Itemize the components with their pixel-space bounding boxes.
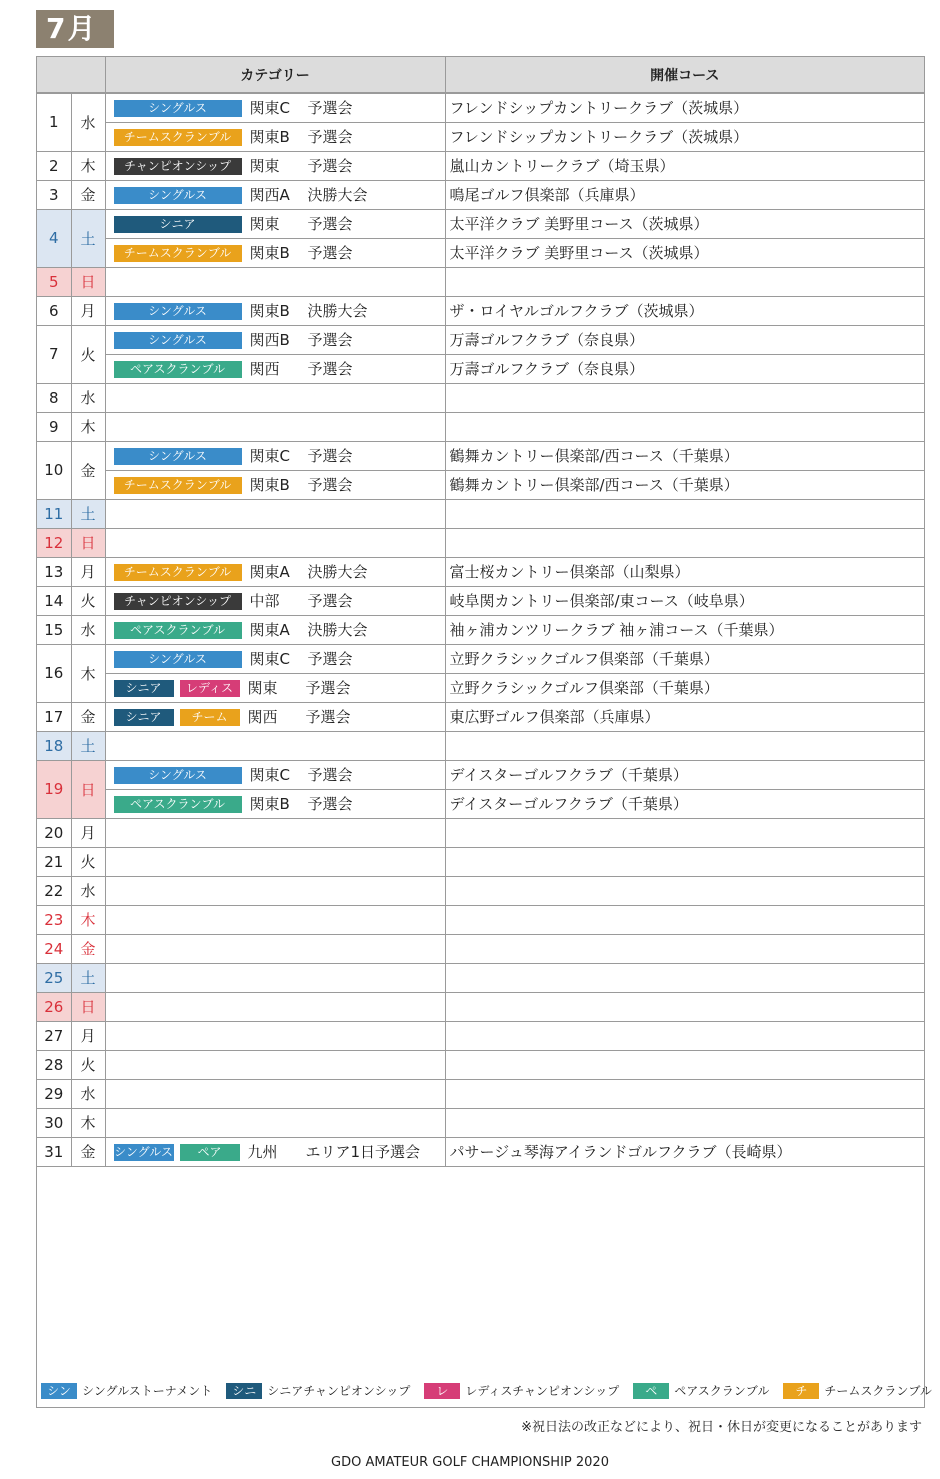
- course-cell: 万壽ゴルフクラブ（奈良県）: [445, 354, 924, 383]
- day-number: 2: [37, 151, 71, 180]
- day-number: 30: [37, 1108, 71, 1137]
- day-number: 20: [37, 818, 71, 847]
- day-of-week: 月: [71, 557, 105, 586]
- day-of-week: 月: [71, 818, 105, 847]
- table-row: [37, 1079, 924, 1108]
- category-tag: チームスクランブル: [114, 245, 242, 262]
- day-number: 6: [37, 296, 71, 325]
- day-number: 7: [37, 325, 71, 383]
- category-tag: ペアスクランブル: [114, 796, 242, 813]
- day-of-week: 金: [71, 1137, 105, 1166]
- day-number: 28: [37, 1050, 71, 1079]
- table-row: [37, 963, 924, 992]
- region-label: 中部: [249, 592, 280, 610]
- course-cell: [445, 1021, 924, 1050]
- table-row: [37, 789, 924, 818]
- day-of-week: 日: [71, 528, 105, 557]
- course-cell: [445, 905, 924, 934]
- table-row: [37, 325, 924, 354]
- legend-item: [41, 1382, 212, 1400]
- day-of-week: 金: [71, 180, 105, 209]
- category-tag: チーム: [180, 709, 240, 726]
- day-of-week: 木: [71, 151, 105, 180]
- day-of-week: 土: [71, 963, 105, 992]
- region-label: 関東C: [249, 650, 290, 668]
- schedule-table: [37, 57, 924, 1167]
- header-date: [37, 57, 105, 93]
- header-course: 開催コース: [445, 57, 924, 93]
- category-tag: シングルス: [114, 187, 242, 204]
- day-of-week: 水: [71, 876, 105, 905]
- day-number: 19: [37, 760, 71, 818]
- legend-swatch: シン: [41, 1383, 77, 1399]
- category-tag: ペア: [180, 1144, 240, 1161]
- category-cell: [105, 470, 445, 499]
- round-label: 決勝大会: [307, 186, 368, 204]
- day-of-week: 火: [71, 325, 105, 383]
- category-cell: [105, 1050, 445, 1079]
- category-cell: [105, 1079, 445, 1108]
- course-cell: デイスターゴルフクラブ（千葉県）: [445, 760, 924, 789]
- category-cell: [105, 441, 445, 470]
- category-cell: [105, 122, 445, 151]
- round-label: 予選会: [307, 360, 353, 378]
- day-number: 16: [37, 644, 71, 702]
- table-row: [37, 151, 924, 180]
- category-cell: [105, 760, 445, 789]
- day-of-week: 土: [71, 209, 105, 267]
- round-label: 予選会: [307, 215, 353, 233]
- region-label: 関東: [249, 215, 280, 233]
- category-cell: [105, 615, 445, 644]
- round-label: 予選会: [307, 128, 353, 146]
- day-number: 14: [37, 586, 71, 615]
- day-of-week: 火: [71, 847, 105, 876]
- table-row: [37, 557, 924, 586]
- course-cell: [445, 934, 924, 963]
- day-of-week: 金: [71, 441, 105, 499]
- day-of-week: 日: [71, 992, 105, 1021]
- round-label: エリア1日予選会: [305, 1143, 421, 1161]
- table-row: [37, 702, 924, 731]
- table-row: [37, 818, 924, 847]
- round-label: 決勝大会: [307, 563, 368, 581]
- category-cell: [105, 325, 445, 354]
- round-label: 決勝大会: [307, 621, 368, 639]
- legend-item: [226, 1382, 410, 1400]
- course-cell: [445, 1050, 924, 1079]
- day-of-week: 木: [71, 412, 105, 441]
- course-cell: 袖ヶ浦カンツリークラブ 袖ヶ浦コース（千葉県）: [445, 615, 924, 644]
- day-number: 11: [37, 499, 71, 528]
- category-tag: シニア: [114, 709, 174, 726]
- legend-item: [424, 1382, 619, 1400]
- day-number: 8: [37, 383, 71, 412]
- category-tag: シニア: [114, 680, 174, 697]
- holiday-note: ※祝日法の改正などにより、祝日・休日が変更になることがあります: [521, 1420, 922, 1435]
- table-row: [37, 586, 924, 615]
- category-cell: [105, 963, 445, 992]
- course-cell: [445, 1108, 924, 1137]
- table-row: [37, 180, 924, 209]
- schedule-frame: [36, 56, 932, 1408]
- day-of-week: 火: [71, 586, 105, 615]
- legend-label: シングルストーナメント: [82, 1383, 213, 1398]
- category-tag: チャンピオンシップ: [114, 158, 242, 175]
- day-of-week: 水: [71, 93, 105, 151]
- table-row: [37, 238, 924, 267]
- legend-swatch: チ: [783, 1383, 819, 1399]
- category-cell: [105, 876, 445, 905]
- day-of-week: 木: [71, 905, 105, 934]
- course-cell: [445, 267, 924, 296]
- day-number: 24: [37, 934, 71, 963]
- footer-title: GDO AMATEUR GOLF CHAMPIONSHIP 2020: [331, 1455, 609, 1470]
- course-cell: [445, 1079, 924, 1108]
- region-label: 関東B: [249, 244, 290, 262]
- category-tag: ペアスクランブル: [114, 622, 242, 639]
- course-cell: 立野クラシックゴルフ倶楽部（千葉県）: [445, 673, 924, 702]
- round-label: 予選会: [307, 331, 353, 349]
- header-category: カテゴリー: [105, 57, 445, 93]
- category-tag: レディス: [180, 680, 240, 697]
- round-label: 予選会: [307, 592, 353, 610]
- table-row: [37, 992, 924, 1021]
- category-tag: チームスクランブル: [114, 477, 242, 494]
- course-cell: [445, 992, 924, 1021]
- day-of-week: 日: [71, 760, 105, 818]
- category-cell: [105, 992, 445, 1021]
- round-label: 予選会: [307, 795, 353, 813]
- region-label: 関東B: [249, 302, 290, 320]
- day-number: 22: [37, 876, 71, 905]
- category-cell: [105, 673, 445, 702]
- day-of-week: 火: [71, 1050, 105, 1079]
- table-row: [37, 528, 924, 557]
- table-row: [37, 441, 924, 470]
- category-cell: [105, 1108, 445, 1137]
- course-cell: 富士桜カントリー倶楽部（山梨県）: [445, 557, 924, 586]
- table-row: [37, 1050, 924, 1079]
- course-cell: 鳴尾ゴルフ倶楽部（兵庫県）: [445, 180, 924, 209]
- category-cell: [105, 1137, 445, 1166]
- day-number: 26: [37, 992, 71, 1021]
- day-number: 4: [37, 209, 71, 267]
- day-of-week: 水: [71, 383, 105, 412]
- course-cell: [445, 731, 924, 760]
- category-cell: [105, 180, 445, 209]
- table-row: [37, 470, 924, 499]
- day-number: 9: [37, 412, 71, 441]
- category-cell: [105, 528, 445, 557]
- region-label: 関西: [249, 360, 280, 378]
- region-label: 関西B: [249, 331, 290, 349]
- category-cell: [105, 702, 445, 731]
- day-of-week: 日: [71, 267, 105, 296]
- day-number: 12: [37, 528, 71, 557]
- course-cell: 万壽ゴルフクラブ（奈良県）: [445, 325, 924, 354]
- day-of-week: 水: [71, 1079, 105, 1108]
- course-cell: フレンドシップカントリークラブ（茨城県）: [445, 93, 924, 122]
- table-row: [37, 615, 924, 644]
- region-label: 関東A: [249, 563, 290, 581]
- course-cell: [445, 818, 924, 847]
- day-number: 23: [37, 905, 71, 934]
- day-number: 27: [37, 1021, 71, 1050]
- course-cell: 岐阜関カントリー倶楽部/東コース（岐阜県）: [445, 586, 924, 615]
- region-label: 関東C: [249, 766, 290, 784]
- category-tag: チームスクランブル: [114, 564, 242, 581]
- legend-swatch: ペ: [633, 1383, 669, 1399]
- course-cell: [445, 528, 924, 557]
- day-of-week: 金: [71, 934, 105, 963]
- region-label: 関東C: [249, 99, 290, 118]
- legend-label: シニアチャンピオンシップ: [267, 1383, 411, 1398]
- table-row: [37, 354, 924, 383]
- day-number: 25: [37, 963, 71, 992]
- day-of-week: 水: [71, 615, 105, 644]
- category-tag: チャンピオンシップ: [114, 593, 242, 610]
- day-of-week: 月: [71, 296, 105, 325]
- legend: [41, 1382, 940, 1400]
- table-row: [37, 1137, 924, 1166]
- round-label: 予選会: [307, 99, 353, 118]
- legend-label: チームスクランブル: [824, 1383, 932, 1398]
- table-row: [37, 412, 924, 441]
- day-number: 5: [37, 267, 71, 296]
- day-of-week: 土: [71, 499, 105, 528]
- table-row: [37, 93, 924, 122]
- course-cell: [445, 499, 924, 528]
- category-tag: シングルス: [114, 448, 242, 465]
- category-cell: [105, 586, 445, 615]
- table-row: [37, 760, 924, 789]
- category-tag: シングルス: [114, 332, 242, 349]
- category-cell: [105, 499, 445, 528]
- category-cell: [105, 151, 445, 180]
- region-label: 関東: [247, 679, 278, 697]
- category-tag: ペアスクランブル: [114, 361, 242, 378]
- table-row: [37, 122, 924, 151]
- table-row: [37, 499, 924, 528]
- category-cell: [105, 557, 445, 586]
- legend-swatch: レ: [424, 1383, 460, 1399]
- month-badge: 7月: [36, 10, 114, 48]
- category-cell: [105, 267, 445, 296]
- table-row: [37, 209, 924, 238]
- category-tag: シングルス: [114, 100, 242, 117]
- day-number: 1: [37, 93, 71, 151]
- category-tag: シニア: [114, 216, 242, 233]
- category-cell: [105, 238, 445, 267]
- region-label: 関東B: [249, 476, 290, 494]
- table-row: [37, 934, 924, 963]
- day-of-week: 木: [71, 644, 105, 702]
- table-header-row: [37, 57, 924, 93]
- category-cell: [105, 209, 445, 238]
- table-row: [37, 644, 924, 673]
- legend-swatch: シニ: [226, 1383, 262, 1399]
- category-cell: [105, 847, 445, 876]
- category-cell: [105, 296, 445, 325]
- round-label: 決勝大会: [307, 302, 368, 320]
- day-number: 3: [37, 180, 71, 209]
- course-cell: [445, 412, 924, 441]
- day-number: 15: [37, 615, 71, 644]
- region-label: 関東B: [249, 795, 290, 813]
- day-of-week: 木: [71, 1108, 105, 1137]
- course-cell: 嵐山カントリークラブ（埼玉県）: [445, 151, 924, 180]
- course-cell: 立野クラシックゴルフ倶楽部（千葉県）: [445, 644, 924, 673]
- day-of-week: 月: [71, 1021, 105, 1050]
- day-number: 17: [37, 702, 71, 731]
- course-cell: デイスターゴルフクラブ（千葉県）: [445, 789, 924, 818]
- day-number: 13: [37, 557, 71, 586]
- course-cell: パサージュ琴海アイランドゴルフクラブ（長崎県）: [445, 1137, 924, 1166]
- region-label: 関東B: [249, 128, 290, 146]
- round-label: 予選会: [307, 157, 353, 175]
- course-cell: フレンドシップカントリークラブ（茨城県）: [445, 122, 924, 151]
- region-label: 関東A: [249, 621, 290, 639]
- round-label: 予選会: [305, 708, 351, 726]
- course-cell: [445, 383, 924, 412]
- region-label: 関西: [247, 708, 278, 726]
- course-cell: 鶴舞カントリー倶楽部/西コース（千葉県）: [445, 470, 924, 499]
- day-of-week: 金: [71, 702, 105, 731]
- category-cell: [105, 412, 445, 441]
- table-row: [37, 296, 924, 325]
- category-cell: [105, 354, 445, 383]
- region-label: 関西A: [249, 186, 290, 204]
- day-number: 10: [37, 441, 71, 499]
- region-label: 九州: [247, 1143, 278, 1161]
- table-row: [37, 267, 924, 296]
- legend-item: [633, 1382, 769, 1400]
- course-cell: 東広野ゴルフ倶楽部（兵庫県）: [445, 702, 924, 731]
- table-row: [37, 673, 924, 702]
- course-cell: [445, 963, 924, 992]
- category-cell: [105, 731, 445, 760]
- course-cell: [445, 847, 924, 876]
- category-cell: [105, 934, 445, 963]
- category-tag: シングルス: [114, 651, 242, 668]
- round-label: 予選会: [305, 679, 351, 697]
- table-row: [37, 847, 924, 876]
- table-row: [37, 905, 924, 934]
- table-row: [37, 1108, 924, 1137]
- region-label: 関東: [249, 157, 280, 175]
- legend-item: [783, 1382, 932, 1400]
- table-row: [37, 876, 924, 905]
- course-cell: 太平洋クラブ 美野里コース（茨城県）: [445, 209, 924, 238]
- round-label: 予選会: [307, 447, 353, 465]
- category-cell: [105, 789, 445, 818]
- table-row: [37, 383, 924, 412]
- round-label: 予選会: [307, 650, 353, 668]
- legend-label: レディスチャンピオンシップ: [465, 1383, 620, 1398]
- category-cell: [105, 93, 445, 122]
- table-row: [37, 1021, 924, 1050]
- region-label: 関東C: [249, 447, 290, 465]
- category-cell: [105, 383, 445, 412]
- day-number: 21: [37, 847, 71, 876]
- day-number: 31: [37, 1137, 71, 1166]
- category-cell: [105, 1021, 445, 1050]
- category-tag: シングルス: [114, 303, 242, 320]
- round-label: 予選会: [307, 766, 353, 784]
- course-cell: 太平洋クラブ 美野里コース（茨城県）: [445, 238, 924, 267]
- day-of-week: 土: [71, 731, 105, 760]
- table-row: [37, 731, 924, 760]
- category-cell: [105, 644, 445, 673]
- course-cell: 鶴舞カントリー倶楽部/西コース（千葉県）: [445, 441, 924, 470]
- category-cell: [105, 905, 445, 934]
- round-label: 予選会: [307, 476, 353, 494]
- day-number: 29: [37, 1079, 71, 1108]
- round-label: 予選会: [307, 244, 353, 262]
- category-cell: [105, 818, 445, 847]
- category-tag: シングルス: [114, 1145, 173, 1159]
- category-tag: シングルス: [114, 767, 242, 784]
- day-number: 18: [37, 731, 71, 760]
- course-cell: [445, 876, 924, 905]
- legend-label: ペアスクランブル: [674, 1383, 770, 1398]
- category-tag: チームスクランブル: [114, 129, 242, 146]
- course-cell: ザ・ロイヤルゴルフクラブ（茨城県）: [445, 296, 924, 325]
